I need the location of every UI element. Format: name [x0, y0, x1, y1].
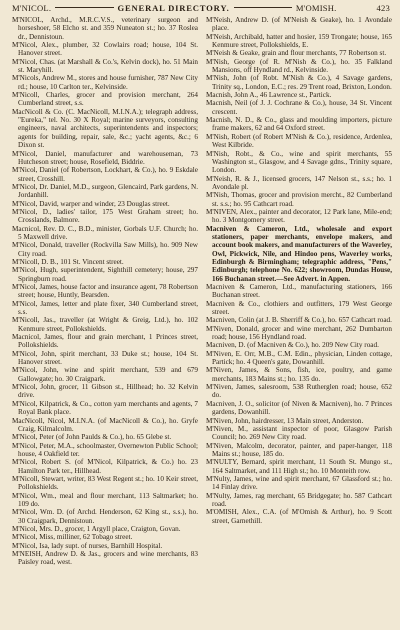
- directory-entry: Macnish, N. D., & Co., glass and moulding importers, picture frame makers, 62 and 64 Oxford street.: [206, 116, 392, 133]
- directory-entry: M'Nicol, Chas. (at Marshall & Co.'s, Kelvin dock), ho. 51 Main st. Maryhill.: [12, 57, 198, 75]
- directory-entry: MacNicoll, Nicol, M.I.N.A. (of MacNicoll & Co.), ho. Gryfe Craig, Kilmalcolm.: [12, 416, 198, 433]
- directory-entry: M'Nicoll, Jas., traveller (at Wright & Greig, Ltd.), ho. 102 Kenmure street, Pollokshields.: [12, 316, 198, 333]
- directory-entry: M'Nicol, David, warper and winder, 23 Douglas street.: [12, 199, 170, 208]
- header-rule-right: [234, 7, 292, 8]
- header-left: M'NICOL.: [12, 3, 52, 13]
- directory-entry: M'Nicol, James, house factor and insurance agent, 78 Robertson street; house, Huntly, Bearsden.: [12, 283, 198, 300]
- directory-entry: M'Nish, Thomas, grocer and provision mercht., 82 Cumberland st. s.s.; ho. 95 Cathcart road.: [206, 191, 392, 208]
- directory-entry: M'Nicol, Miss, milliner, 62 Tobago street.: [12, 533, 133, 542]
- directory-entry: M'Nicol, Mrs. D., grocer, 1 Argyll place, Craigton, Govan.: [12, 524, 181, 533]
- directory-entry: M'Nicoll, Stewart, writer, 83 West Regent st.; ho. 10 Keir street, Pollokshields.: [12, 474, 198, 492]
- directory-entry: M'Neish, R. & J., licensed grocers, 147 Nelson st., s.s.; ho. 1 Avondale pl.: [206, 174, 392, 191]
- directory-entry: M'Nicol, Peter (of John Paulds & Co.), ho. 65 Glebe st.: [12, 433, 172, 442]
- directory-entry: M'Nicols, Andrew M., stores and house furnisher, 787 New City rd.; house, 10 Carlton ter., Kelvinside.: [12, 74, 198, 91]
- column-right: [206, 16, 392, 626]
- directory-entry: M'Niven, James, salesroom, 538 Rutherglen road; house, 652 do.: [206, 383, 392, 400]
- directory-entry: M'Nish, Robert (of Robert M'Nish & Co.), residence, Ardenlea, West Kilbride.: [206, 132, 392, 150]
- header-title: GENERAL DIRECTORY.: [117, 3, 230, 13]
- directory-entry: M'OMISH, Alex., C.A. (of M'Omish & Arthur), ho. 9 Scott street, Garnethill.: [206, 508, 392, 525]
- directory-entry: M'Niven, Malcolm, decorator, painter, and paper-hanger, 118 Mains st.; house, 185 do.: [206, 441, 392, 458]
- directory-entry: M'Nicol, Daniel, manufacturer and warehouseman, 73 Hutcheson street; house, Rosefield, Biddrie.: [12, 149, 198, 166]
- directory-entry: M'NULTY, Bernard, spirit merchant, 11 South St. Mungo st., 164 Saltmarket, and 111 High st.; ho. 10 Monteith row.: [206, 458, 392, 475]
- directory-entry: M'Niven, John, hairdresser, 13 Main street, Anderston.: [206, 416, 364, 425]
- directory-entry: M'Nicol, John, wine and spirit merchant, 539 and 679 Gallowgate; ho. 30 Craigpark.: [12, 366, 198, 383]
- directory-entry: M'Nicol, Isa, lady supt. of nurses, Barnhill Hospital.: [12, 541, 163, 550]
- directory-entry: M'Nicol, Hugh, superintendent, Sighthill cemetery; house, 297 Springburn road.: [12, 266, 198, 283]
- directory-entry: M'Nish, Robt., & Co., wine and spirit merchants, 55 Washington st., Glasgow, and 4 Savage gdns., Trinity square, London.: [206, 149, 392, 175]
- directory-entry: M'Nicol, John, spirit merchant, 33 Duke st.; house, 104 St. Hanover street.: [12, 349, 198, 367]
- directory-entry: M'Nish, George (of R. M'Nish & Co.), ho. 35 Falkland Mansions, off Hyndland rd., Kelvinside.: [206, 57, 392, 75]
- directory-entry: M'Nicol, Robert S. (of M'Nicol, Kilpatrick, & Co.) ho. 23 Hamilton Park ter., Hillhead.: [12, 458, 198, 475]
- directory-entry: Macnish, John A., 46 Lawrence st., Partick.: [206, 91, 332, 100]
- directory-entry: M'Nicol, Kilpatrick, & Co., cotton yarn merchants and agents, 7 Royal Bank place.: [12, 399, 198, 417]
- directory-entry: M'Neish & Geake, grain and flour merchants, 77 Robertson st.: [206, 49, 387, 58]
- directory-entry: M'Niven, E. Orr, M.B., C.M. Edin., physician, Linden cottage, Partick; ho. 4 Queen's gate, Dowanhill.: [206, 349, 392, 367]
- directory-entry: M'Niven, James, & Sons, fish, ice, poultry, and game merchants, 183 Mains st.; ho. 135 do.: [206, 366, 392, 383]
- page-number: 423: [376, 3, 390, 13]
- column-left: [12, 16, 198, 626]
- directory-entry: M'NIVEN, Alex., painter and decorator, 12 Park lane, Mile-end; ho. 3 Montgomery street.: [206, 207, 392, 225]
- header-right: M'OMISH.: [295, 3, 337, 13]
- directory-entry: Macnicol, James, flour and grain merchant, 1 Princes street, Pollokshields.: [12, 333, 198, 350]
- directory-entry: MacNicoll & Co. (C. MacNicoll, M.I.N.A.); telegraph address, "Eureka," tel. No. 30 X Royal; marine surveyors, consulting engineers, naval architects, superintendents and inspectors; agents for building, repair, sale, &c.; yacht agents, &c.; 6 Dixon st.: [12, 107, 198, 150]
- directory-entry: M'Nish, John (of Robt. M'Nish & Co.), 4 Savage gardens, Trinity sq., London, E.C.; res. 29 Trent road, Brixton, London.: [206, 74, 392, 91]
- directory-entry: M'Nicol, Wm., meal and flour merchant, 113 Saltmarket; ho. 109 do.: [12, 491, 198, 508]
- directory-entry: Macnicol, Rev. D. C., B.D., minister, Gorbals U.F. Church; ho. 5 Maxwell drive.: [12, 224, 198, 241]
- directory-entry: M'Nicol, Peter, M.A., schoolmaster, Overnewton Public School; house, 4 Oakfield ter.: [12, 441, 198, 458]
- directory-entry: M'Nicoll, D. B., 101 St. Vincent street.: [12, 257, 124, 266]
- directory-entry: M'NEISH, Andrew D. & Jas., grocers and wine merchants, 83 Paisley road, west.: [12, 550, 198, 567]
- running-header: [12, 3, 390, 17]
- directory-entry: Macniven, Colin (at J. B. Sherriff & Co.), ho. 657 Cathcart road.: [206, 316, 392, 325]
- directory-entry: M'Nicol, Dr. Daniel, M.D., surgeon, Glencaird, Park gardens, N. Jordanhill.: [12, 182, 198, 200]
- directory-entry: M'Neish, Andrew D. (of M'Neish & Geake), ho. 1 Avondale place.: [206, 16, 392, 33]
- directory-entry: M'Nulty, James, wine and spirit merchant, 67 Glassford st.; ho. 14 Finlay drive.: [206, 474, 392, 492]
- directory-entry: M'Nicol, Alex., plumber, 32 Cowlairs road; house, 104 St. Hanover street.: [12, 41, 198, 58]
- directory-entry: M'Nulty, James, rag merchant, 65 Bridgegate; ho. 587 Cathcart road.: [206, 491, 392, 508]
- directory-entry: M'Nicol, Daniel (of Robertson, Lockhart, & Co.), ho. 9 Eskdale street, Crosshill.: [12, 166, 198, 183]
- directory-entry: M'Nicol, James, letter and plate fixer, 340 Cumberland street, s.s.: [12, 299, 198, 317]
- directory-entry: M'Niven, Donald, grocer and wine merchant, 262 Dumbarton road; house, 156 Hyndland road.: [206, 324, 392, 342]
- directory-entry: M'NICOL, Archd., M.R.C.V.S., veterinary surgeon and horseshoer, 58 Elcho st. and 359 Nuneaton st.; ho. 37 Roslea dr., Dennistoun.: [12, 16, 198, 41]
- directory-entry: M'Nicoll, Charles, grocer and provision merchant, 264 Cumberland street, s.s.: [12, 91, 198, 108]
- directory-entry: Macniven & Cameron, Ltd., wholesale and export stationers, paper merchants, envelope makers, and account book makers, and manufacturers of the Waverley, Owl, Pickwick, Nile, and Hindoo pens, Waverley works, Edinburgh & Birmingham; telegraphic address, "Pens," Edinburgh; telephone No. 622; showroom, Dundas House, 166 Buchanan street.—See Advert. in Appen.: [206, 224, 392, 283]
- directory-entry: M'Nicol, D., ladies' tailor, 175 West Graham street; ho. Crosslands, Balmore.: [12, 207, 198, 225]
- directory-columns: [12, 16, 392, 626]
- directory-entry: M'Niven, M., assistant inspector of poor, Glasgow Parish Council; ho. 269 New City road.: [206, 424, 392, 442]
- directory-entry: M'Nicol, Donald, traveller (Rockvilla Saw Mills), ho. 909 New City road.: [12, 241, 198, 258]
- header-rule-left: [55, 7, 113, 8]
- directory-entry: Macnish, Neil (of J. J. Cochrane & Co.), house, 34 St. Vincent crescent.: [206, 99, 392, 116]
- directory-entry: Macniven & Cameron, Ltd., manufacturing stationers, 166 Buchanan street.: [206, 283, 392, 300]
- directory-entry: Macniven, J. O., solicitor (of Niven & Macniven), ho. 7 Princes gardens, Dowanhill.: [206, 399, 392, 417]
- directory-entry: M'Nicol, Wm. D. (of Archd. Henderson, 62 King st., s.s.), ho. 30 Craigpark, Dennistoun.: [12, 508, 198, 525]
- directory-entry: M'Neish, Archibald, hatter and hosier, 159 Trongate; house, 165 Kenmure street, Pollokshields, E.: [206, 32, 392, 50]
- directory-entry: Macniven, D. (of Macniven & Co.), ho. 209 New City road.: [206, 341, 379, 350]
- directory-entry: M'Nicol, John, grocer, 11 Gibson st., Hillhead; ho. 32 Kelvin drive.: [12, 383, 198, 400]
- directory-entry: Macniven & Co., clothiers and outfitters, 179 West George street.: [206, 299, 392, 317]
